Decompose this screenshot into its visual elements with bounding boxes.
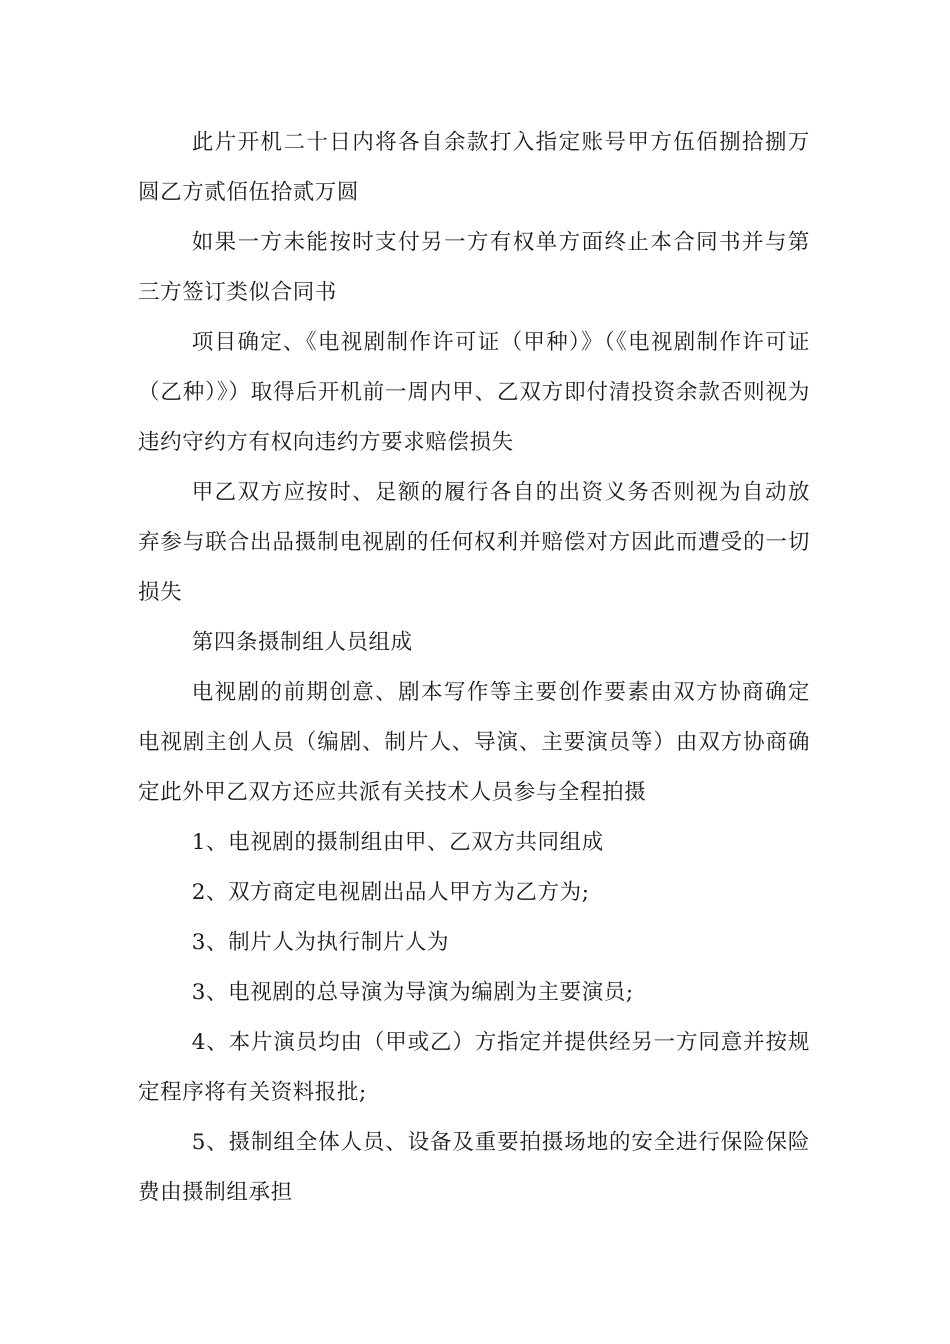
list-item-executive-producer: 3、制片人为执行制片人为 bbox=[191, 930, 450, 955]
paragraph-license-payment: 项目确定、《电视剧制作许可证（甲种）》（《电视剧制作许可证（乙种）》）取得后开机前一周内甲、乙双方即付清投资余款否则视为违约守约方有权向违约方要求赔偿损失 bbox=[138, 330, 810, 455]
list-item-cast: 4、本片演员均由（甲或乙）方指定并提供经另一方同意并按规定程序将有关资料报批; bbox=[138, 1030, 810, 1105]
list-item-insurance: 5、摄制组全体人员、设备及重要拍摄场地的安全进行保险保险费由摄制组承担 bbox=[138, 1130, 810, 1205]
paragraph-balance-payment: 此片开机二十日内将各自余款打入指定账号甲方伍佰捌拾捌万圆乙方贰佰伍拾贰万圆 bbox=[138, 130, 810, 205]
paragraph-termination-right: 如果一方未能按时支付另一方有权单方面终止本合同书并与第三方签订类似合同书 bbox=[138, 230, 810, 305]
paragraph-investment-obligation: 甲乙双方应按时、足额的履行各自的出资义务否则视为自动放弃参与联合出品摄制电视剧的任何权利并赔偿对方因此而遭受的一切损失 bbox=[138, 480, 810, 605]
section-heading-article-four: 第四条摄制组人员组成 bbox=[191, 630, 413, 655]
list-item-crew-composition: 1、电视剧的摄制组由甲、乙双方共同组成 bbox=[191, 830, 604, 855]
paragraph-creative-team: 电视剧的前期创意、剧本写作等主要创作要素由双方协商确定电视剧主创人员（编剧、制片人、导演、主要演员等）由双方协商确定此外甲乙双方还应共派有关技术人员参与全程拍摄 bbox=[138, 680, 810, 805]
document-body bbox=[138, 118, 810, 1218]
list-item-producers: 2、双方商定电视剧出品人甲方为乙方为; bbox=[191, 880, 590, 905]
list-item-director: 3、电视剧的总导演为导演为编剧为主要演员; bbox=[191, 980, 634, 1005]
